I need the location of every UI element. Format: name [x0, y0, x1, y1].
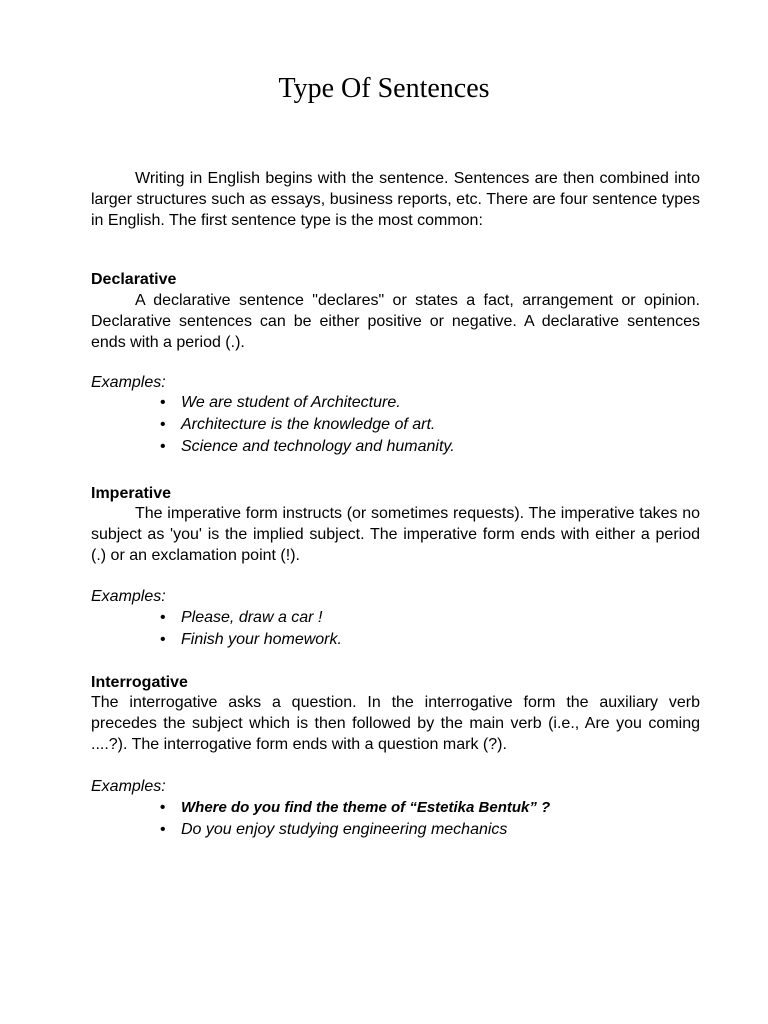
list-item: • Science and technology and humanity.: [157, 436, 455, 458]
section-text-interrogative: The interrogative asks a question. In the interrogative form the auxiliary verb precedes the subject which is then followed by the main verb (i.e., Are you coming ....?). The interrogative form ends with a question mark (?).: [91, 694, 700, 753]
list-item: • Where do you find the theme of “Estetika Bentuk” ?: [157, 797, 550, 819]
section-heading-interrogative: Interrogative: [91, 674, 188, 691]
section-heading-imperative: Imperative: [91, 485, 172, 502]
intro-paragraph: Writing in English begins with the sentence. Sentences are then combined into larger structures such as essays, business reports, etc. There are four sentence types in English. The first sentence type is the most common:: [91, 170, 700, 229]
list-item: • Architecture is the knowledge of art.: [157, 414, 455, 436]
examples-label-declarative: Examples:: [91, 374, 166, 391]
page-title: Type Of Sentences: [278, 73, 490, 104]
list-item: • We are student of Architecture.: [157, 392, 455, 414]
list-item: • Please, draw a car !: [157, 607, 342, 629]
section-heading-declarative: Declarative: [91, 271, 177, 288]
examples-label-interrogative: Examples:: [91, 778, 166, 795]
examples-list-imperative: [157, 607, 342, 651]
section-text-imperative: The imperative form instructs (or sometimes requests). The imperative takes no subject as 'you' is the implied subject. The imperative form ends with either a period (.) or an exclamation point (!).: [91, 505, 700, 564]
section-text-declarative: A declarative sentence "declares" or states a fact, arrangement or opinion. Declarative sentences can be either positive or negative. A declarative sentences ends with a period (.).: [91, 292, 700, 351]
examples-list-declarative: [157, 392, 455, 458]
examples-label-imperative: Examples:: [91, 588, 166, 605]
list-item: • Finish your homework.: [157, 629, 342, 651]
list-item: • Do you enjoy studying engineering mechanics: [157, 819, 550, 841]
examples-list-interrogative: [157, 797, 550, 841]
